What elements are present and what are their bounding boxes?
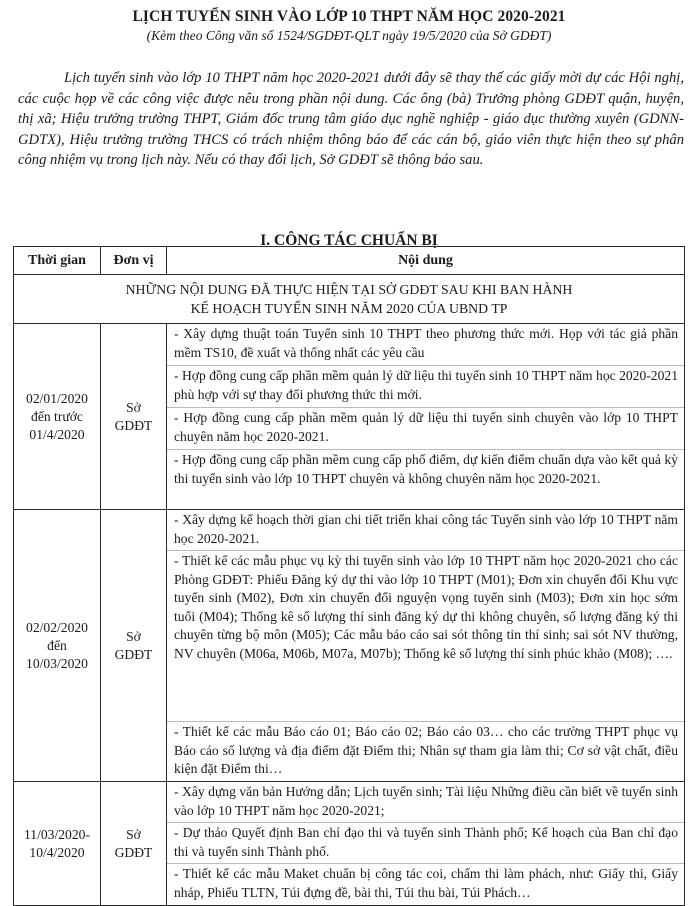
- content-item: - Hợp đồng cung cấp phần mềm cung cấp phổ điểm, dự kiến điểm chuẩn dựa vào kết quả kỳ thi tuyển sinh vào lớp 10 THPT chuyên và không chuyên năm học 2020-2021.: [174, 452, 678, 486]
- time-line: 02/02/2020: [26, 619, 88, 635]
- table-row: [14, 324, 685, 510]
- time-line: 10/03/2020: [26, 655, 88, 671]
- unit-line: Sở: [126, 628, 141, 644]
- content-item: - Xây dựng thuật toán Tuyển sinh 10 THPT theo phương thức mới. Họp với tác giả phần mềm TS10, đề xuất và thống nhất các yêu cầu: [167, 324, 684, 366]
- unit-line: GDĐT: [114, 646, 153, 662]
- header-unit: Đơn vị: [101, 247, 167, 275]
- content-item: - Thiết kế các mẫu phục vụ kỳ thi tuyển sinh vào lớp 10 THPT năm học 2020-2021 cho các Phòng GDĐT: Phiếu Đăng ký dự thi vào lớp 10 THPT (M01); Đơn xin chuyển đổi Khu vực tuyển sinh (M02), Đơn xin chuyển đổi nguyện vọng tuyển sinh (M03); Đơn xin học sớm tuổi (M04); Thống kê số lượng thí sinh đăng ký dự thi không chuyên, số lượng đăng ký thi chuyên từng bộ môn (M05); Các mẫu báo cáo sai sót thông tin thí sinh; sai sót NV thường, NV chuyên (M06a, M06b, M07a, M07b); Thống kê số lượng thí sinh phúc khảo (M08); ….: [167, 551, 684, 722]
- time-cell: [14, 782, 101, 906]
- unit-cell: [101, 782, 167, 906]
- unit-line: GDĐT: [114, 844, 153, 860]
- content-item: - Xây dựng kế hoạch thời gian chi tiết triển khai công tác Tuyển sinh vào lớp 10 THPT năm học 2020-2021.: [167, 510, 684, 551]
- unit-cell: [101, 510, 167, 782]
- merged-line-1: NHỮNG NỘI DUNG ĐÃ THỰC HIỆN TẠI SỞ GDĐT SAU KHI BAN HÀNH: [125, 282, 573, 297]
- time-line: 11/03/2020-: [24, 826, 90, 842]
- intro-paragraph: Lịch tuyển sinh vào lớp 10 THPT năm học 2020-2021 dưới đây sẽ thay thế các giấy mời dự các Hội nghị, các cuộc họp về các công việc được nêu trong phần nội dung. Các ông (bà) Trưởng phòng GDĐT quận, huyện, thị xã; Hiệu trưởng trường THPT, Giám đốc trung tâm giáo dục nghề nghiệp - giáo dục thường xuyên (GDNN-GDTX), Hiệu trưởng trường THCS có trách nhiệm thông báo để các cán bộ, giáo viên thực hiện theo sự phân công nhiệm vụ trong lịch này. Nếu có thay đổi lịch, Sở GDĐT sẽ thông báo sau.: [18, 70, 684, 168]
- table-row: [14, 782, 685, 906]
- header-time: Thời gian: [14, 247, 101, 275]
- content-cell: [167, 510, 685, 782]
- unit-line: GDĐT: [114, 417, 153, 433]
- content-item: - Thiết kế các mẫu Maket chuẩn bị công tác coi, chấm thi làm phách, như: Giấy thi, Giấy nháp, Phiếu TLTN, Túi đựng đề, bài thi, Túi thu bài, Túi Phách…: [174, 866, 678, 900]
- time-line: 02/01/2020: [26, 390, 88, 406]
- unit-cell: [101, 324, 167, 510]
- table-row: [14, 510, 685, 782]
- content-cell: [167, 782, 685, 906]
- content-item: - Thiết kế các mẫu Báo cáo 01; Báo cáo 02; Báo cáo 03… cho các trường THPT phục vụ Báo cáo số lượng và địa điểm đặt Điểm thi; Nhân sự tham gia làm thi; Cơ sở vật chất, điều kiện đặt Điểm thi…: [174, 724, 678, 777]
- header-content: Nội dung: [167, 247, 685, 275]
- document-subtitle: (Kèm theo Công văn số 1524/SGDĐT-QLT ngày 19/5/2020 của Sở GDĐT): [146, 28, 552, 43]
- section-heading: I. CÔNG TÁC CHUẨN BỊ: [260, 232, 438, 249]
- unit-line: Sở: [126, 826, 141, 842]
- content-item: - Dự thảo Quyết định Ban chỉ đạo thi và tuyển sinh Thành phố; Kế hoạch của Ban chỉ đạo thi và tuyển sinh Thành phố.: [167, 823, 684, 864]
- content-cell: [167, 324, 685, 510]
- time-cell: [14, 510, 101, 782]
- content-item: - Hợp đồng cung cấp phần mềm quản lý dữ liệu thi tuyển sinh chuyên vào lớp 10 THPT chuyên năm học 2020-2021.: [167, 408, 684, 450]
- merged-section-cell: [14, 275, 685, 324]
- merged-line-2: KẾ HOẠCH TUYỂN SINH NĂM 2020 CỦA UBND TP: [190, 301, 508, 316]
- time-line: đến: [47, 637, 67, 653]
- time-line: 01/4/2020: [29, 426, 85, 442]
- time-cell: [14, 324, 101, 510]
- merged-section-row: [14, 275, 685, 324]
- unit-line: Sở: [126, 399, 141, 415]
- table-header-row: [14, 247, 685, 275]
- schedule-table: [13, 246, 685, 906]
- time-line: đến trước: [31, 408, 83, 424]
- document-title: LỊCH TUYỂN SINH VÀO LỚP 10 THPT NĂM HỌC 2020-2021: [132, 8, 566, 25]
- time-line: 10/4/2020: [29, 844, 85, 860]
- content-item: - Xây dựng văn bản Hướng dẫn; Lịch tuyển sinh; Tài liệu Những điều cần biết về tuyển sinh vào lớp 10 THPT năm học 2020-2021;: [167, 782, 684, 823]
- content-item: - Hợp đồng cung cấp phần mềm quản lý dữ liệu thi tuyển sinh 10 THPT năm học 2020-2021 phù hợp với sự thay đổi phương thức thi mới.: [167, 366, 684, 408]
